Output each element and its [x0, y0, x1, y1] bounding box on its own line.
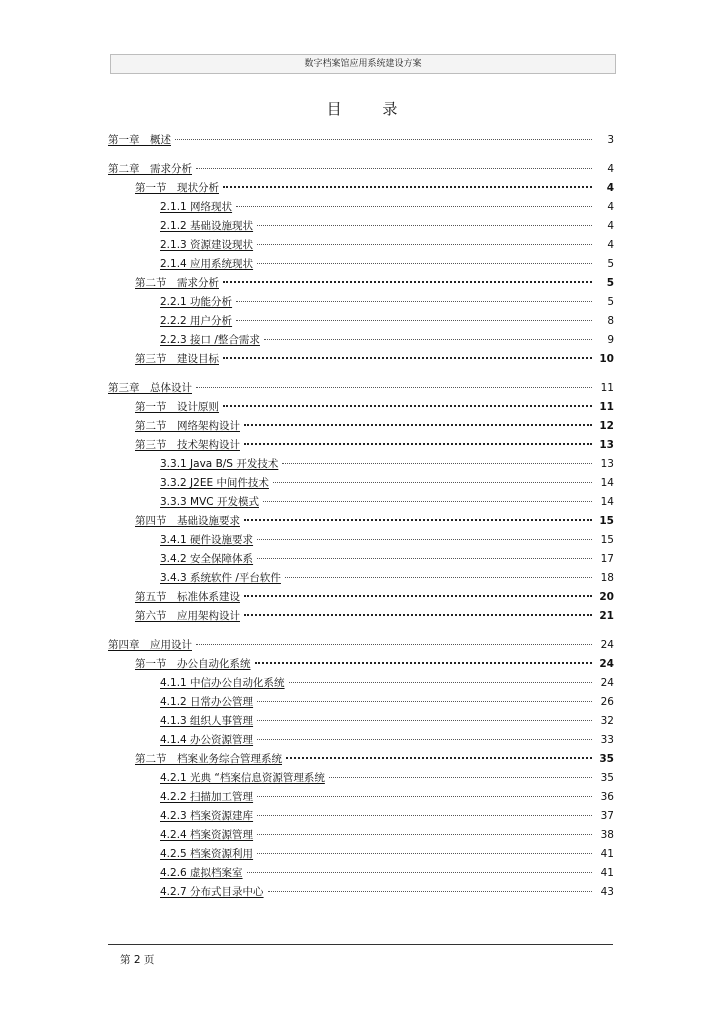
- toc-subsection-entry[interactable]: [108, 788, 616, 807]
- toc-entry-label[interactable]: 2.2.1 功能分析: [160, 296, 233, 308]
- toc-entry-label[interactable]: 3.3.1 Java B/S 开发技术: [160, 458, 279, 470]
- toc-dot-leader: [264, 339, 592, 340]
- toc-dot-leader: [244, 519, 592, 521]
- toc-entry-label[interactable]: 第四节 基础设施要求: [135, 515, 240, 527]
- toc-entry-page: 35: [600, 772, 614, 784]
- toc-dot-leader: [257, 558, 592, 559]
- toc-dot-leader: [236, 206, 592, 207]
- toc-entry-label[interactable]: 第二节 需求分析: [135, 277, 219, 289]
- toc-entry-page: 24: [600, 639, 614, 651]
- toc-entry-page: 14: [600, 477, 614, 489]
- toc-section-entry[interactable]: [108, 274, 616, 293]
- toc-section-entry[interactable]: [108, 350, 616, 369]
- toc-dot-leader: [196, 168, 592, 169]
- toc-subsection-entry[interactable]: [108, 826, 616, 845]
- toc-dot-leader: [329, 777, 592, 778]
- toc-entry-page: 14: [600, 496, 614, 508]
- toc-entry-label[interactable]: 第六节 应用架构设计: [135, 610, 240, 622]
- toc-subsection-entry[interactable]: [108, 198, 616, 217]
- toc-entry-page: 21: [599, 610, 614, 622]
- toc-subsection-entry[interactable]: [108, 769, 616, 788]
- toc-subsection-entry[interactable]: [108, 883, 616, 902]
- toc-entry-page: 15: [599, 515, 614, 527]
- toc-entry-label[interactable]: 第四章 应用设计: [108, 639, 192, 651]
- toc-dot-leader: [244, 424, 592, 426]
- toc-entry-page: 11: [600, 382, 614, 394]
- toc-entry-page: 24: [600, 677, 614, 689]
- toc-dot-leader: [223, 186, 592, 188]
- toc-section-entry[interactable]: [108, 179, 616, 198]
- toc-entry-page: 18: [600, 572, 614, 584]
- toc-entry-page: 4: [607, 163, 614, 175]
- toc-section-entry[interactable]: [108, 750, 616, 769]
- toc-dot-leader: [244, 614, 592, 616]
- toc-entry-page: 4: [607, 239, 614, 251]
- toc-dot-leader: [273, 482, 592, 483]
- toc-entry-page: 24: [599, 658, 614, 670]
- toc-section-entry[interactable]: [108, 436, 616, 455]
- toc-entry-label[interactable]: 4.2.5 档案资源利用: [160, 848, 254, 860]
- toc-entry-page: 32: [600, 715, 614, 727]
- toc-entry-page: 4: [607, 201, 614, 213]
- toc-entry-page: 33: [600, 734, 614, 746]
- toc-dot-leader: [257, 225, 592, 226]
- toc-entry-label[interactable]: 3.3.2 J2EE 中间件技术: [160, 477, 269, 489]
- toc-dot-leader: [223, 405, 592, 407]
- toc-entry-label[interactable]: 第三节 建设目标: [135, 353, 219, 365]
- toc-subsection-entry[interactable]: [108, 217, 616, 236]
- toc-subsection-entry[interactable]: [108, 550, 616, 569]
- toc-entry-page: 38: [600, 829, 614, 841]
- toc-subsection-entry[interactable]: [108, 255, 616, 274]
- toc-dot-leader: [257, 263, 592, 264]
- toc-dot-leader: [257, 815, 592, 816]
- toc-entry-label[interactable]: 第五节 标准体系建设: [135, 591, 240, 603]
- toc-entry-page: 8: [607, 315, 614, 327]
- toc-dot-leader: [257, 739, 592, 740]
- toc-entry-page: 13: [599, 439, 614, 451]
- toc-entry-label[interactable]: 4.2.4 档案资源管理: [160, 829, 254, 841]
- toc-section-entry[interactable]: [108, 655, 616, 674]
- toc-entry-page: 5: [606, 277, 614, 289]
- toc-entry-label[interactable]: 第一节 设计原则: [135, 401, 219, 413]
- toc-entry-label[interactable]: 4.2.1 光典 “档案信息资源管理系统: [160, 772, 325, 784]
- toc-dot-leader: [223, 357, 592, 359]
- toc-entry-page: 15: [600, 534, 614, 546]
- toc-subsection-entry[interactable]: [108, 864, 616, 883]
- toc-dot-leader: [289, 682, 592, 683]
- toc-dot-leader: [263, 501, 592, 502]
- toc-subsection-entry[interactable]: [108, 731, 616, 750]
- toc-entry-label[interactable]: 4.1.3 组织人事管理: [160, 715, 254, 727]
- toc-dot-leader: [223, 281, 592, 283]
- toc-section-entry[interactable]: [108, 607, 616, 626]
- toc-subsection-entry[interactable]: [108, 493, 616, 512]
- toc-entry-page: 5: [607, 296, 614, 308]
- toc-dot-leader: [257, 539, 592, 540]
- toc-entry-page: 10: [599, 353, 614, 365]
- toc-subsection-entry[interactable]: [108, 531, 616, 550]
- toc-entry-label[interactable]: 2.1.1 网络现状: [160, 201, 233, 213]
- toc-entry-page: 43: [600, 886, 614, 898]
- toc-entry-label[interactable]: 4.2.2 扫描加工管理: [160, 791, 254, 803]
- toc-dot-leader: [268, 891, 592, 892]
- toc-chapter-entry[interactable]: [108, 379, 616, 398]
- toc-subsection-entry[interactable]: [108, 569, 616, 588]
- toc-heading: 目 录: [326, 100, 416, 118]
- toc-dot-leader: [247, 872, 592, 873]
- toc-entry-label[interactable]: 4.1.1 中信办公自动化系统: [160, 677, 285, 689]
- toc-entry-label[interactable]: 第一节 现状分析: [135, 182, 219, 194]
- toc-dot-leader: [257, 244, 592, 245]
- toc-dot-leader: [286, 757, 592, 759]
- toc-dot-leader: [257, 853, 592, 854]
- toc-dot-leader: [244, 443, 592, 445]
- toc-entry-page: 3: [607, 134, 614, 146]
- toc-section-entry[interactable]: [108, 512, 616, 531]
- toc-entry-page: 5: [607, 258, 614, 270]
- toc-chapter-entry[interactable]: [108, 131, 616, 150]
- toc-section-entry[interactable]: [108, 398, 616, 417]
- toc-entry-label[interactable]: 2.1.4 应用系统现状: [160, 258, 254, 270]
- toc-entry-label[interactable]: 4.1.2 日常办公管理: [160, 696, 254, 708]
- toc-subsection-entry[interactable]: [108, 712, 616, 731]
- toc-entry-page: 12: [599, 420, 614, 432]
- toc-subsection-entry[interactable]: [108, 474, 616, 493]
- toc-entry-page: 41: [600, 848, 614, 860]
- toc-subsection-entry[interactable]: [108, 807, 616, 826]
- toc-entry-page: 20: [599, 591, 614, 603]
- toc-entry-page: 36: [600, 791, 614, 803]
- toc-entry-label[interactable]: 2.2.2 用户分析: [160, 315, 233, 327]
- toc-entry-label[interactable]: 第一节 办公自动化系统: [135, 658, 251, 670]
- toc-entry-label[interactable]: 4.2.6 虚拟档案室: [160, 867, 243, 879]
- page-header: [110, 54, 616, 74]
- toc-entry-page: 13: [600, 458, 614, 470]
- toc-dot-leader: [257, 701, 592, 702]
- toc-section-entry[interactable]: [108, 588, 616, 607]
- toc-dot-leader: [257, 796, 592, 797]
- toc-entry-label[interactable]: 3.3.3 MVC 开发模式: [160, 496, 259, 508]
- toc-entry-page: 37: [600, 810, 614, 822]
- toc-subsection-entry[interactable]: [108, 331, 616, 350]
- toc-entry-page: 4: [606, 182, 614, 194]
- toc-entry-label[interactable]: 3.4.3 系统软件 /平台软件: [160, 572, 281, 584]
- toc-entry-label[interactable]: 3.4.1 硬件设施要求: [160, 534, 254, 546]
- toc-entry-label[interactable]: 4.2.7 分布式目录中心: [160, 886, 264, 898]
- toc-entry-page: 11: [599, 401, 614, 413]
- toc-dot-leader: [236, 301, 592, 302]
- toc-subsection-entry[interactable]: [108, 674, 616, 693]
- toc-entry-label[interactable]: 第二章 需求分析: [108, 163, 192, 175]
- toc-dot-leader: [196, 644, 592, 645]
- document-title: 数字档案馆应用系统建设方案: [304, 59, 422, 69]
- toc-entry-label[interactable]: 第三章 总体设计: [108, 382, 192, 394]
- toc-entry-page: 35: [599, 753, 614, 765]
- toc-dot-leader: [244, 595, 592, 597]
- toc-entry-page: 26: [600, 696, 614, 708]
- toc-entry-label[interactable]: 第二节 网络架构设计: [135, 420, 240, 432]
- toc-subsection-entry[interactable]: [108, 455, 616, 474]
- toc-chapter-entry[interactable]: [108, 160, 616, 179]
- toc-entry-label[interactable]: 3.4.2 安全保障体系: [160, 553, 254, 565]
- toc-entry-label[interactable]: 2.2.3 接口 /整合需求: [160, 334, 260, 346]
- toc-chapter-entry[interactable]: [108, 636, 616, 655]
- toc-dot-leader: [196, 387, 592, 388]
- toc-entry-label[interactable]: 4.1.4 办公资源管理: [160, 734, 254, 746]
- toc-entry-label[interactable]: 第三节 技术架构设计: [135, 439, 240, 451]
- toc-entry-label[interactable]: 第二节 档案业务综合管理系统: [135, 753, 282, 765]
- toc-section-entry[interactable]: [108, 417, 616, 436]
- page-number: 第 2 页: [120, 954, 155, 966]
- toc-entry-page: 17: [600, 553, 614, 565]
- toc-subsection-entry[interactable]: [108, 236, 616, 255]
- toc-dot-leader: [255, 662, 593, 664]
- toc-entry-label[interactable]: 2.1.3 资源建设现状: [160, 239, 254, 251]
- toc-dot-leader: [257, 834, 592, 835]
- toc-entry-page: 4: [607, 220, 614, 232]
- toc-dot-leader: [175, 139, 592, 140]
- toc-entry-label[interactable]: 第一章 概述: [108, 134, 171, 146]
- toc-dot-leader: [285, 577, 592, 578]
- toc-entry-page: 41: [600, 867, 614, 879]
- toc-entry-page: 9: [607, 334, 614, 346]
- toc-dot-leader: [257, 720, 592, 721]
- toc-subsection-entry[interactable]: [108, 693, 616, 712]
- footer-divider: [108, 944, 613, 945]
- toc-subsection-entry[interactable]: [108, 293, 616, 312]
- toc-entry-label[interactable]: 4.2.3 档案资源建库: [160, 810, 254, 822]
- toc-dot-leader: [282, 463, 592, 464]
- toc-entry-label[interactable]: 2.1.2 基础设施现状: [160, 220, 254, 232]
- toc-subsection-entry[interactable]: [108, 845, 616, 864]
- table-of-contents: [108, 131, 616, 902]
- toc-dot-leader: [236, 320, 592, 321]
- toc-subsection-entry[interactable]: [108, 312, 616, 331]
